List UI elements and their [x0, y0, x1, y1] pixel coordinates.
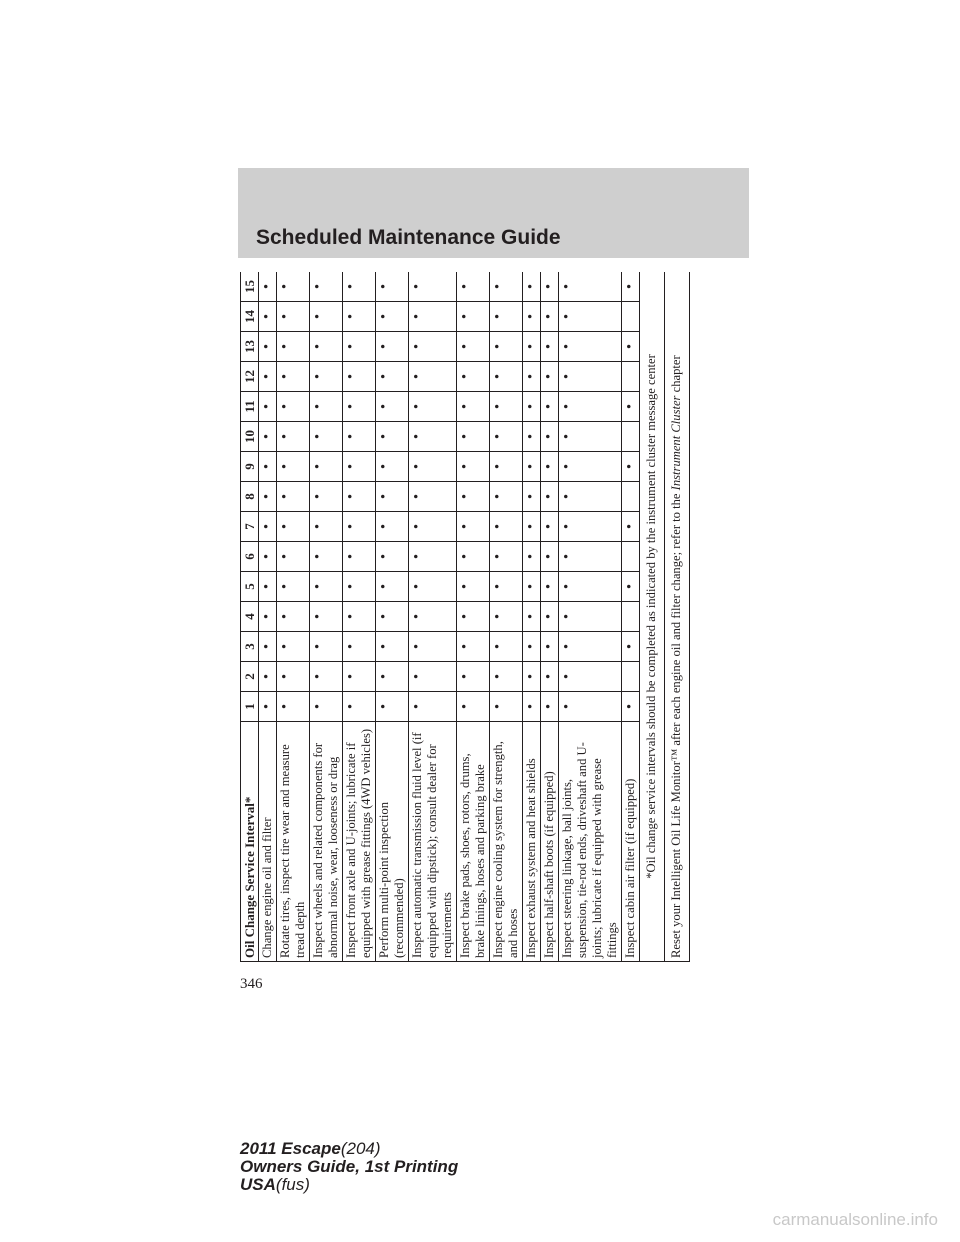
- service-dot: •: [523, 392, 541, 422]
- service-dot: •: [343, 392, 376, 422]
- interval-header-4: 4: [241, 602, 259, 632]
- service-dot: •: [490, 572, 523, 602]
- table-header-row: [241, 272, 259, 962]
- footer-line-1: [240, 1140, 458, 1158]
- service-dot: •: [409, 692, 457, 722]
- service-dot: •: [490, 362, 523, 392]
- watermark-text: carmanualsonline.info: [772, 1210, 938, 1229]
- service-dot: •: [409, 452, 457, 482]
- service-dot: •: [343, 602, 376, 632]
- service-dot: •: [259, 272, 277, 302]
- service-dot: •: [310, 512, 343, 542]
- service-dot: •: [409, 392, 457, 422]
- service-dot: •: [343, 542, 376, 572]
- service-dot: •: [259, 692, 277, 722]
- interval-header-14: 14: [241, 302, 259, 332]
- footer-model-code: (204): [340, 1139, 381, 1158]
- service-dot: •: [541, 272, 559, 302]
- service-dot: •: [559, 452, 622, 482]
- interval-header-5: 5: [241, 572, 259, 602]
- table-row: [490, 272, 523, 962]
- service-dot: •: [259, 332, 277, 362]
- service-dot: •: [376, 302, 409, 332]
- empty-cell: [622, 362, 640, 392]
- service-dot: •: [310, 452, 343, 482]
- service-label: Inspect wheels and related components for abnormal noise, wear, looseness or drag: [310, 722, 343, 962]
- service-dot: •: [490, 272, 523, 302]
- footer-market: USA: [240, 1175, 276, 1194]
- service-dot: •: [541, 482, 559, 512]
- service-dot: •: [457, 422, 490, 452]
- service-dot: •: [490, 692, 523, 722]
- service-dot: •: [409, 632, 457, 662]
- service-dot: •: [559, 272, 622, 302]
- service-dot: •: [376, 362, 409, 392]
- service-dot: •: [277, 452, 310, 482]
- service-dot: •: [490, 662, 523, 692]
- service-dot: •: [541, 422, 559, 452]
- service-dot: •: [541, 692, 559, 722]
- column-header-service: Oil Change Service Interval*: [241, 722, 259, 962]
- service-dot: •: [559, 662, 622, 692]
- empty-cell: [622, 542, 640, 572]
- service-dot: •: [559, 542, 622, 572]
- service-dot: •: [409, 602, 457, 632]
- service-dot: •: [559, 392, 622, 422]
- service-dot: •: [310, 392, 343, 422]
- footer-market-code: (fus): [275, 1175, 310, 1194]
- service-dot: •: [523, 692, 541, 722]
- service-dot: •: [277, 302, 310, 332]
- service-dot: •: [490, 482, 523, 512]
- service-dot: •: [376, 482, 409, 512]
- service-dot: •: [259, 302, 277, 332]
- service-dot: •: [490, 392, 523, 422]
- service-dot: •: [376, 452, 409, 482]
- service-dot: •: [277, 422, 310, 452]
- service-dot: •: [457, 662, 490, 692]
- service-dot: •: [376, 272, 409, 302]
- empty-cell: [622, 302, 640, 332]
- service-dot: •: [277, 332, 310, 362]
- rotated-table-container: [240, 272, 704, 962]
- service-dot: •: [523, 422, 541, 452]
- service-dot: •: [277, 362, 310, 392]
- page-title: Scheduled Maintenance Guide: [256, 226, 561, 249]
- service-dot: •: [622, 632, 640, 662]
- service-label: Inspect steering linkage, ball joints, suspension, tie-rod ends, driveshaft and U-joints; lubricate if equipped with grease fittings: [559, 722, 622, 962]
- service-dot: •: [277, 482, 310, 512]
- interval-header-12: 12: [241, 362, 259, 392]
- service-dot: •: [523, 332, 541, 362]
- service-dot: •: [310, 482, 343, 512]
- service-dot: •: [541, 602, 559, 632]
- footnote-text: *Oil change service intervals should be completed as indicated by the instrument cluster message center: [640, 272, 665, 962]
- table-row: [622, 272, 640, 962]
- service-dot: •: [559, 362, 622, 392]
- reset-text-end: chapter: [669, 355, 683, 393]
- service-dot: •: [559, 602, 622, 632]
- service-label: Inspect front axle and U-joints; lubricate if equipped with grease fittings (4WD vehicles): [343, 722, 376, 962]
- service-dot: •: [523, 602, 541, 632]
- service-dot: •: [523, 302, 541, 332]
- interval-header-7: 7: [241, 512, 259, 542]
- service-dot: •: [259, 542, 277, 572]
- service-dot: •: [277, 542, 310, 572]
- service-dot: •: [376, 662, 409, 692]
- reset-chapter-ref: Instrument Cluster: [669, 395, 683, 491]
- service-dot: •: [541, 512, 559, 542]
- service-dot: •: [376, 392, 409, 422]
- empty-cell: [622, 482, 640, 512]
- table-row: [277, 272, 310, 962]
- service-dot: •: [409, 482, 457, 512]
- service-dot: •: [490, 452, 523, 482]
- service-dot: •: [559, 632, 622, 662]
- service-dot: •: [523, 542, 541, 572]
- interval-header-15: 15: [241, 272, 259, 302]
- service-dot: •: [259, 422, 277, 452]
- interval-header-10: 10: [241, 422, 259, 452]
- interval-header-3: 3: [241, 632, 259, 662]
- service-dot: •: [409, 302, 457, 332]
- service-dot: •: [259, 632, 277, 662]
- note-row: [640, 272, 665, 962]
- maintenance-schedule-table: [240, 272, 690, 962]
- service-dot: •: [343, 422, 376, 452]
- service-dot: •: [343, 512, 376, 542]
- service-dot: •: [622, 332, 640, 362]
- service-dot: •: [310, 602, 343, 632]
- table-row: [409, 272, 457, 962]
- service-dot: •: [277, 602, 310, 632]
- service-dot: •: [541, 392, 559, 422]
- table-row: [310, 272, 343, 962]
- service-label: Inspect exhaust system and heat shields: [523, 722, 541, 962]
- service-dot: •: [541, 632, 559, 662]
- service-dot: •: [310, 572, 343, 602]
- service-dot: •: [259, 662, 277, 692]
- service-dot: •: [343, 452, 376, 482]
- table-body: [259, 272, 690, 962]
- footer: [240, 1140, 458, 1194]
- service-dot: •: [523, 662, 541, 692]
- service-dot: •: [409, 662, 457, 692]
- service-dot: •: [259, 602, 277, 632]
- interval-header-9: 9: [241, 452, 259, 482]
- header-band: [238, 168, 749, 258]
- service-dot: •: [457, 572, 490, 602]
- service-dot: •: [490, 332, 523, 362]
- service-dot: •: [457, 602, 490, 632]
- service-label: Rotate tires, inspect tire wear and measure tread depth: [277, 722, 310, 962]
- service-dot: •: [541, 302, 559, 332]
- service-dot: •: [457, 512, 490, 542]
- page-number: 346: [240, 976, 263, 992]
- service-dot: •: [523, 572, 541, 602]
- service-label: Inspect engine cooling system for strength, and hoses: [490, 722, 523, 962]
- service-dot: •: [457, 392, 490, 422]
- service-dot: •: [343, 272, 376, 302]
- service-dot: •: [541, 452, 559, 482]
- table-row: [457, 272, 490, 962]
- service-dot: •: [343, 692, 376, 722]
- service-dot: •: [376, 602, 409, 632]
- service-dot: •: [490, 302, 523, 332]
- empty-cell: [622, 602, 640, 632]
- service-dot: •: [277, 632, 310, 662]
- service-dot: •: [622, 512, 640, 542]
- service-label: Inspect cabin air filter (if equipped): [622, 722, 640, 962]
- service-dot: •: [559, 332, 622, 362]
- service-dot: •: [559, 692, 622, 722]
- service-dot: •: [457, 332, 490, 362]
- service-dot: •: [409, 272, 457, 302]
- service-dot: •: [310, 632, 343, 662]
- service-dot: •: [376, 572, 409, 602]
- maintenance-table-area: [240, 272, 704, 962]
- footer-line-3: [240, 1176, 458, 1194]
- service-dot: •: [523, 452, 541, 482]
- service-dot: •: [343, 482, 376, 512]
- service-dot: •: [310, 302, 343, 332]
- service-dot: •: [409, 542, 457, 572]
- service-dot: •: [622, 572, 640, 602]
- service-label: Inspect brake pads, shoes, rotors, drums, brake linings, hoses and parking brake: [457, 722, 490, 962]
- service-dot: •: [409, 332, 457, 362]
- service-dot: •: [277, 392, 310, 422]
- service-dot: •: [559, 572, 622, 602]
- service-dot: •: [559, 482, 622, 512]
- service-dot: •: [310, 422, 343, 452]
- table-row: [541, 272, 559, 962]
- interval-header-13: 13: [241, 332, 259, 362]
- service-dot: •: [343, 632, 376, 662]
- service-dot: •: [409, 422, 457, 452]
- service-dot: •: [457, 692, 490, 722]
- table-row: [523, 272, 541, 962]
- service-dot: •: [409, 572, 457, 602]
- service-dot: •: [376, 542, 409, 572]
- service-dot: •: [541, 332, 559, 362]
- service-dot: •: [343, 332, 376, 362]
- service-dot: •: [490, 632, 523, 662]
- service-label: Change engine oil and filter: [259, 722, 277, 962]
- service-dot: •: [310, 662, 343, 692]
- interval-header-6: 6: [241, 542, 259, 572]
- service-dot: •: [343, 362, 376, 392]
- service-dot: •: [343, 572, 376, 602]
- service-dot: •: [376, 332, 409, 362]
- service-dot: •: [523, 272, 541, 302]
- service-dot: •: [523, 512, 541, 542]
- interval-header-8: 8: [241, 482, 259, 512]
- service-dot: •: [490, 602, 523, 632]
- service-dot: •: [277, 572, 310, 602]
- service-dot: •: [457, 632, 490, 662]
- service-dot: •: [541, 362, 559, 392]
- reset-row: [665, 272, 690, 962]
- service-dot: •: [559, 422, 622, 452]
- reset-instruction: [665, 272, 690, 962]
- service-dot: •: [310, 272, 343, 302]
- service-dot: •: [310, 362, 343, 392]
- footer-line-2: Owners Guide, 1st Printing: [240, 1157, 459, 1176]
- empty-cell: [622, 662, 640, 692]
- service-dot: •: [343, 302, 376, 332]
- service-dot: •: [523, 632, 541, 662]
- service-dot: •: [457, 302, 490, 332]
- service-dot: •: [457, 542, 490, 572]
- service-dot: •: [490, 512, 523, 542]
- service-dot: •: [310, 542, 343, 572]
- service-dot: •: [409, 512, 457, 542]
- service-dot: •: [457, 362, 490, 392]
- service-dot: •: [343, 662, 376, 692]
- service-dot: •: [490, 422, 523, 452]
- service-dot: •: [523, 362, 541, 392]
- service-label: Inspect half-shaft boots (if equipped): [541, 722, 559, 962]
- service-dot: •: [310, 332, 343, 362]
- service-dot: •: [457, 482, 490, 512]
- service-dot: •: [457, 452, 490, 482]
- service-dot: •: [409, 362, 457, 392]
- service-dot: •: [376, 632, 409, 662]
- table-row: [343, 272, 376, 962]
- footer-model: 2011 Escape: [240, 1139, 341, 1158]
- reset-text: Reset your Intelligent Oil Life Monitor™ after each engine oil and filter change; refer to the: [669, 493, 683, 958]
- service-dot: •: [541, 572, 559, 602]
- service-dot: •: [622, 692, 640, 722]
- service-dot: •: [259, 482, 277, 512]
- service-dot: •: [277, 692, 310, 722]
- service-dot: •: [259, 572, 277, 602]
- interval-header-1: 1: [241, 692, 259, 722]
- service-dot: •: [622, 392, 640, 422]
- service-dot: •: [559, 512, 622, 542]
- service-dot: •: [376, 512, 409, 542]
- service-label: Inspect automatic transmission fluid level (if equipped with dipstick); consult dealer for requirements: [409, 722, 457, 962]
- service-dot: •: [559, 302, 622, 332]
- service-dot: •: [457, 272, 490, 302]
- empty-cell: [622, 422, 640, 452]
- service-dot: •: [259, 512, 277, 542]
- interval-header-2: 2: [241, 662, 259, 692]
- service-dot: •: [259, 452, 277, 482]
- service-dot: •: [277, 272, 310, 302]
- service-dot: •: [259, 362, 277, 392]
- service-dot: •: [277, 662, 310, 692]
- table-row: [559, 272, 622, 962]
- service-dot: •: [622, 452, 640, 482]
- service-label: Perform multi-point inspection (recommended): [376, 722, 409, 962]
- service-dot: •: [541, 662, 559, 692]
- service-dot: •: [541, 542, 559, 572]
- service-dot: •: [490, 542, 523, 572]
- interval-header-11: 11: [241, 392, 259, 422]
- service-dot: •: [376, 692, 409, 722]
- service-dot: •: [277, 512, 310, 542]
- service-dot: •: [622, 272, 640, 302]
- service-dot: •: [523, 482, 541, 512]
- service-dot: •: [310, 692, 343, 722]
- table-row: [259, 272, 277, 962]
- service-dot: •: [259, 392, 277, 422]
- table-row: [376, 272, 409, 962]
- service-dot: •: [376, 422, 409, 452]
